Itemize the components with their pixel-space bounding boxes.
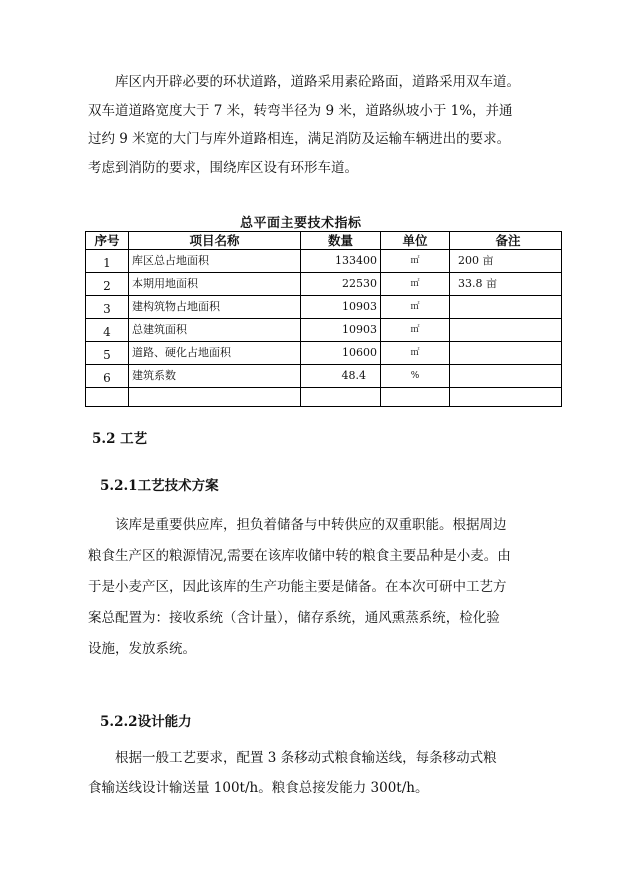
header-no: 序号: [86, 232, 129, 250]
cell-qty: [301, 388, 381, 407]
technical-indicators-table: [85, 231, 562, 407]
cell-unit: ㎡: [381, 250, 450, 273]
cell-unit: ㎡: [381, 319, 450, 342]
cell-no: 4: [86, 319, 129, 342]
cell-no: 6: [86, 365, 129, 388]
cell-no: 3: [86, 296, 129, 319]
table-row: [86, 319, 562, 342]
table-row-empty: [86, 388, 562, 407]
cell-name: 建构筑物占地面积: [129, 296, 301, 319]
capacity-paragraph: [88, 743, 558, 803]
header-qty: 数量: [301, 232, 381, 250]
cell-qty: 10903: [301, 296, 381, 319]
roads-paragraph: [88, 68, 558, 182]
header-name: 项目名称: [129, 232, 301, 250]
cell-note: [450, 388, 562, 407]
cell-name: 道路、硬化占地面积: [129, 342, 301, 365]
text-line: 食输送线设计输送量 100t/h。粮食总接发能力 300t/h。: [88, 780, 429, 796]
cell-unit: ㎡: [381, 296, 450, 319]
cell-unit: ㎡: [381, 273, 450, 296]
text-line: 双车道道路宽度大于 7 米，转弯半径为 9 米，道路纵坡小于 1%，并通: [88, 102, 513, 119]
cell-unit: [381, 388, 450, 407]
cell-name: 建筑系数: [129, 365, 301, 388]
cell-no: 2: [86, 273, 129, 296]
text-line: 过约 9 米宽的大门与库外道路相连，满足消防及运输车辆进出的要求。: [88, 131, 511, 147]
text-line: 案总配置为：接收系统（含计量），储存系统，通风熏蒸系统，检化验: [88, 610, 500, 626]
table-row: [86, 250, 562, 273]
cell-unit: ㎡: [381, 342, 450, 365]
text-line: 于是小麦产区，因此该库的生产功能主要是储备。在本次可研中工艺方: [88, 579, 507, 595]
table-header-row: [86, 232, 562, 250]
text-line: 根据一般工艺要求，配置 3 条移动式粮食输送线，每条移动式粮: [115, 750, 497, 766]
cell-note: 200 亩: [450, 250, 562, 273]
cell-note: [450, 296, 562, 319]
cell-qty: 10600: [301, 342, 381, 365]
table-row: [86, 342, 562, 365]
cell-note: [450, 319, 562, 342]
cell-unit: %: [381, 365, 450, 388]
text-line: 考虑到消防的要求，围绕库区设有环形车道。: [88, 159, 358, 176]
table-row: [86, 365, 562, 388]
cell-no: [86, 388, 129, 407]
process-paragraph: [88, 510, 558, 665]
cell-name: 库区总占地面积: [129, 250, 301, 273]
cell-name: 本期用地面积: [129, 273, 301, 296]
cell-note: 33.8 亩: [450, 273, 562, 296]
text-line: 粮食生产区的粮源情况,需要在该库收储中转的粮食主要品种是小麦。由: [88, 548, 511, 564]
section-heading-5-2: 5.2 工艺: [92, 431, 148, 447]
section-heading-5-2-1: 5.2.1工艺技术方案: [100, 478, 219, 494]
cell-name: [129, 388, 301, 407]
header-note: 备注: [450, 232, 562, 250]
cell-qty: 10903: [301, 319, 381, 342]
cell-name: 总建筑面积: [129, 319, 301, 342]
cell-qty: 48.4: [301, 365, 381, 388]
cell-note: [450, 342, 562, 365]
section-heading-5-2-2: 5.2.2设计能力: [100, 714, 192, 730]
cell-qty: 22530: [301, 273, 381, 296]
table-row: [86, 273, 562, 296]
text-line: 该库是重要供应库，担负着储备与中转供应的双重职能。根据周边: [115, 517, 507, 533]
cell-no: 1: [86, 250, 129, 273]
table-title: 总平面主要技术指标: [240, 216, 362, 231]
text-line: 库区内开辟必要的环状道路，道路采用素砼路面，道路采用双车道。: [115, 74, 520, 90]
cell-no: 5: [86, 342, 129, 365]
text-line: 设施，发放系统。: [88, 641, 196, 657]
cell-qty: 133400: [301, 250, 381, 273]
table-row: [86, 296, 562, 319]
header-unit: 单位: [381, 232, 450, 250]
cell-note: [450, 365, 562, 388]
